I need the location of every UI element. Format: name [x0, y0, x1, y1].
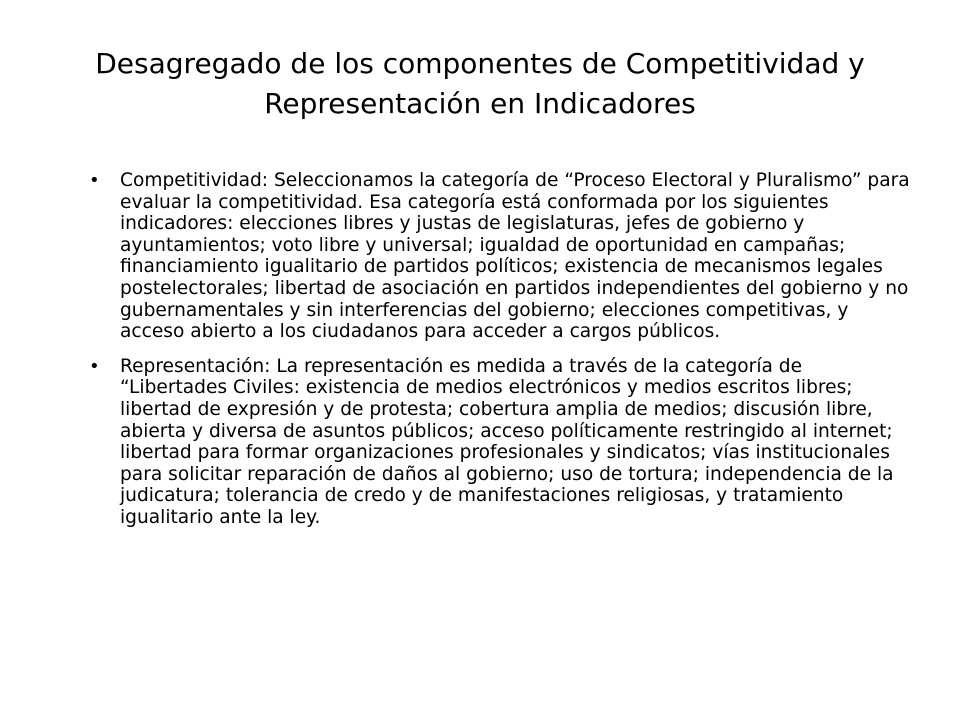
bullet-icon: • [89, 170, 100, 191]
bullet-item-representacion [72, 356, 912, 529]
bullet-icon: • [89, 355, 100, 377]
bullet-text: Representación: La representación es medida a través de la categoría de “Libertades Civiles: existencia de medios electrónicos y medios escritos libres; libertad de expresión y de protesta; cobertura amplia de medios; discusión libre, abierta y diversa de asuntos públicos; acceso políticamente restringido al internet; libertad para formar organizaciones profesionales y sindicatos; vías institucionales para solicitar reparación de daños al gobierno; uso de tortura; independencia de la judicatura; tolerancia de credo y de manifestaciones religiosas, y tratamiento igualitario ante la ley. [120, 355, 894, 528]
slide-title: Desagregado de los componentes de Competitividad y Representación en Indicadores [95, 47, 865, 120]
bullet-text: Competitividad: Seleccionamos la categoría de “Proceso Electoral y Pluralismo” para evaluar la competitividad. Esa categoría está conformada por los siguientes indicadores: elecciones libres y justas de legislaturas, jefes de gobierno y ayuntamientos; voto libre y universal; igualdad de oportunidad en campañas; financiamiento igualitario de partidos políticos; existencia de mecanismos legales postelectorales; libertad de asociación en partidos independientes del gobierno y no gubernamentales y sin interferencias del gobierno; elecciones competitivas, y acceso abierto a los ciudadanos para acceder a cargos públicos. [120, 170, 910, 343]
bullet-list [72, 170, 912, 542]
bullet-item-competitividad [72, 170, 912, 343]
